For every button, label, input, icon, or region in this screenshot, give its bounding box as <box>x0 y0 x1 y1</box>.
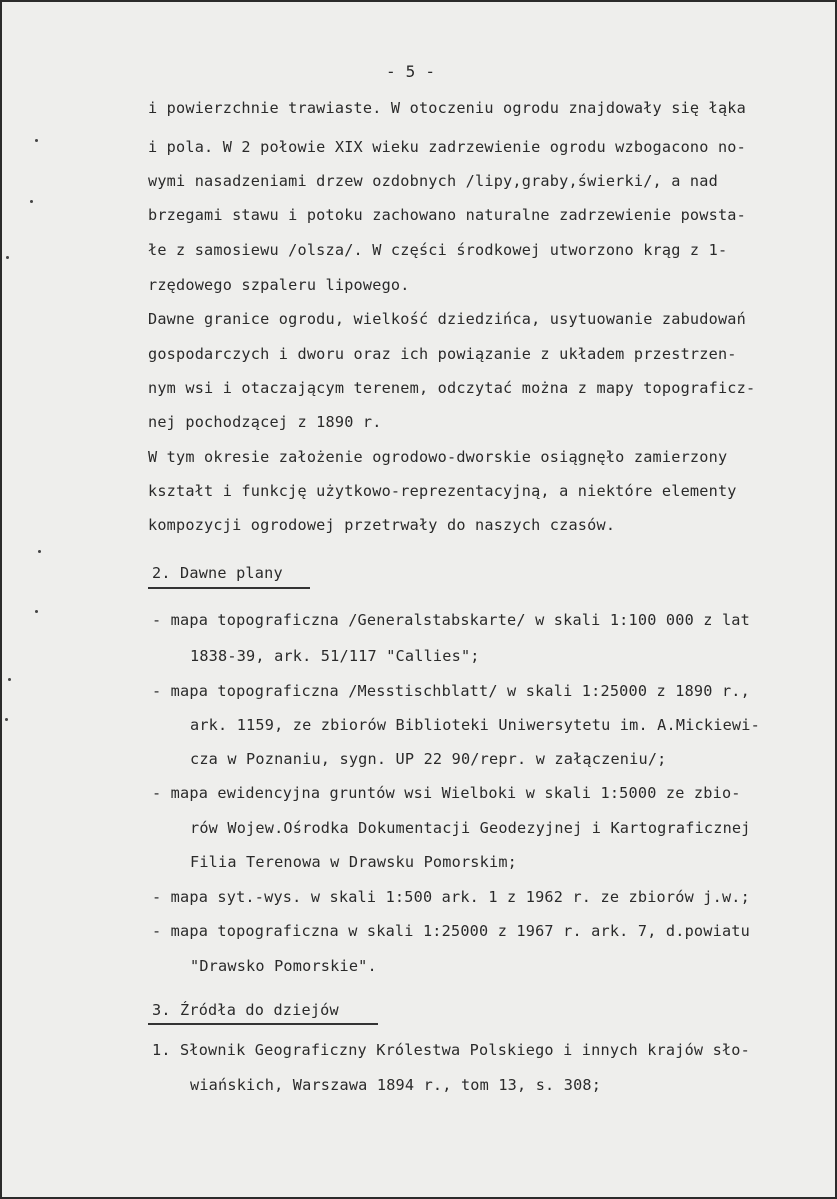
section-heading: 2. Dawne plany <box>152 564 283 582</box>
margin-speck <box>35 139 38 142</box>
list-item-line: Filia Terenowa w Drawsku Pomorskim; <box>190 853 518 871</box>
margin-speck <box>8 678 11 681</box>
text-line: rzędowego szpaleru lipowego. <box>148 276 410 294</box>
text-line: brzegami stawu i potoku zachowano naturalne zadrzewienie powsta- <box>148 206 746 224</box>
margin-speck <box>35 610 38 613</box>
list-item-line: - mapa topograficzna w skali 1:25000 z 1967 r. ark. 7, d.powiatu <box>152 922 750 940</box>
text-line: i powierzchnie trawiaste. W otoczeniu ogrodu znajdowały się łąka <box>148 99 746 117</box>
text-line: łe z samosiewu /olsza/. W części środkowej utworzono krąg z 1- <box>148 241 728 259</box>
text-line: nej pochodzącej z 1890 r. <box>148 413 382 431</box>
margin-speck <box>38 550 41 553</box>
margin-speck <box>6 256 9 259</box>
page-number: - 5 - <box>386 62 436 81</box>
list-item-line: cza w Poznaniu, sygn. UP 22 90/repr. w załączeniu/; <box>190 750 667 768</box>
list-item-line: "Drawsko Pomorskie". <box>190 957 377 975</box>
section-heading: 3. Źródła do dziejów <box>152 1001 339 1019</box>
text-line: wymi nasadzeniami drzew ozdobnych /lipy,graby,świerki/, a nad <box>148 172 718 190</box>
document-page <box>2 2 835 1197</box>
text-line: i pola. W 2 połowie XIX wieku zadrzewienie ogrodu wzbogacono no- <box>148 138 746 156</box>
list-item-line: - mapa topograficzna /Messtischblatt/ w skali 1:25000 z 1890 r., <box>152 682 750 700</box>
heading-underline <box>148 1023 378 1025</box>
list-item-line: - mapa ewidencyjna gruntów wsi Wielboki w skali 1:5000 ze zbio- <box>152 784 741 802</box>
list-item-line: wiańskich, Warszawa 1894 r., tom 13, s. 308; <box>190 1076 602 1094</box>
text-line: kompozycji ogrodowej przetrwały do naszych czasów. <box>148 516 616 534</box>
list-item-line: 1838-39, ark. 51/117 "Callies"; <box>190 647 480 665</box>
margin-speck <box>5 718 8 721</box>
list-item-line: ark. 1159, ze zbiorów Biblioteki Uniwersytetu im. A.Mickiewi- <box>190 716 760 734</box>
list-item-line: - mapa topograficzna /Generalstabskarte/ w skali 1:100 000 z lat <box>152 611 750 629</box>
text-line: nym wsi i otaczającym terenem, odczytać można z mapy topograficz- <box>148 379 756 397</box>
text-line: W tym okresie założenie ogrodowo-dworskie osiągnęło zamierzony <box>148 448 728 466</box>
list-item-line: - mapa syt.-wys. w skali 1:500 ark. 1 z 1962 r. ze zbiorów j.w.; <box>152 888 750 906</box>
list-item-line: 1. Słownik Geograficzny Królestwa Polskiego i innych krajów sło- <box>152 1041 750 1059</box>
heading-underline <box>148 587 310 589</box>
text-line: kształt i funkcję użytkowo-reprezentacyjną, a niektóre elementy <box>148 482 737 500</box>
text-line: Dawne granice ogrodu, wielkość dziedzińca, usytuowanie zabudowań <box>148 310 746 328</box>
text-line: gospodarczych i dworu oraz ich powiązanie z układem przestrzen- <box>148 345 737 363</box>
margin-speck <box>30 200 33 203</box>
list-item-line: rów Wojew.Ośrodka Dokumentacji Geodezyjnej i Kartograficznej <box>190 819 751 837</box>
